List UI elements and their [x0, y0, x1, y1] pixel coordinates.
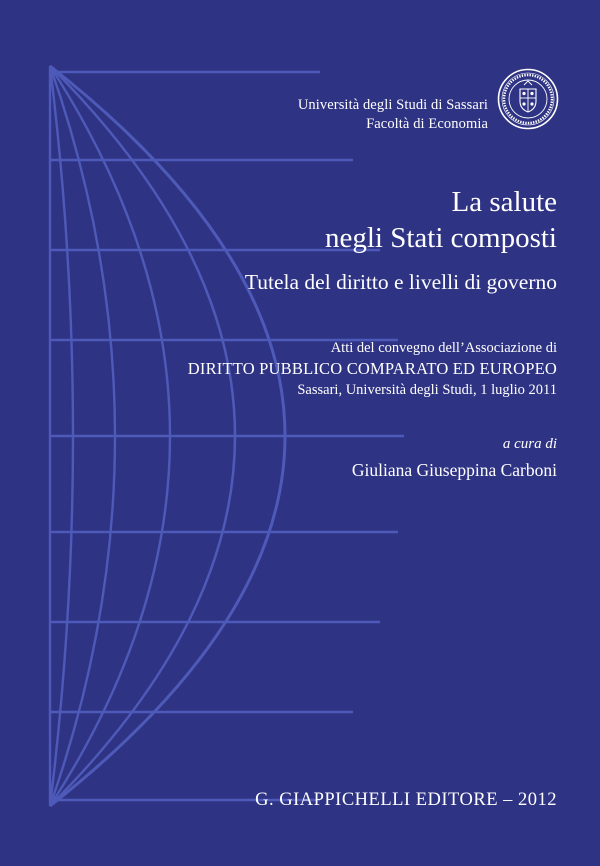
book-subtitle: Tutela del diritto e livelli di governo [244, 270, 557, 294]
editor-label: a cura di [502, 436, 557, 452]
proceedings-intro: Atti del convegno dell’Associazione di [330, 340, 557, 356]
university-name: Università degli Studi di Sassari [297, 97, 488, 113]
book-title [325, 184, 557, 256]
title-line-2: negli Stati composti [325, 222, 557, 254]
event-details: Sassari, Università degli Studi, 1 luglio 2011 [297, 382, 557, 398]
institution-block [298, 96, 488, 134]
editor-name: Giuliana Giuseppina Carboni [351, 460, 557, 480]
proceedings-block [188, 338, 557, 400]
university-seal-icon [497, 68, 559, 130]
publisher-line: G. GIAPPICHELLI EDITORE – 2012 [255, 790, 557, 810]
association-name: DIRITTO PUBBLICO COMPARATO ED EUROPEO [187, 359, 557, 378]
title-line-1: La salute [451, 186, 557, 218]
faculty-name: Facoltà di Economia [366, 116, 488, 132]
